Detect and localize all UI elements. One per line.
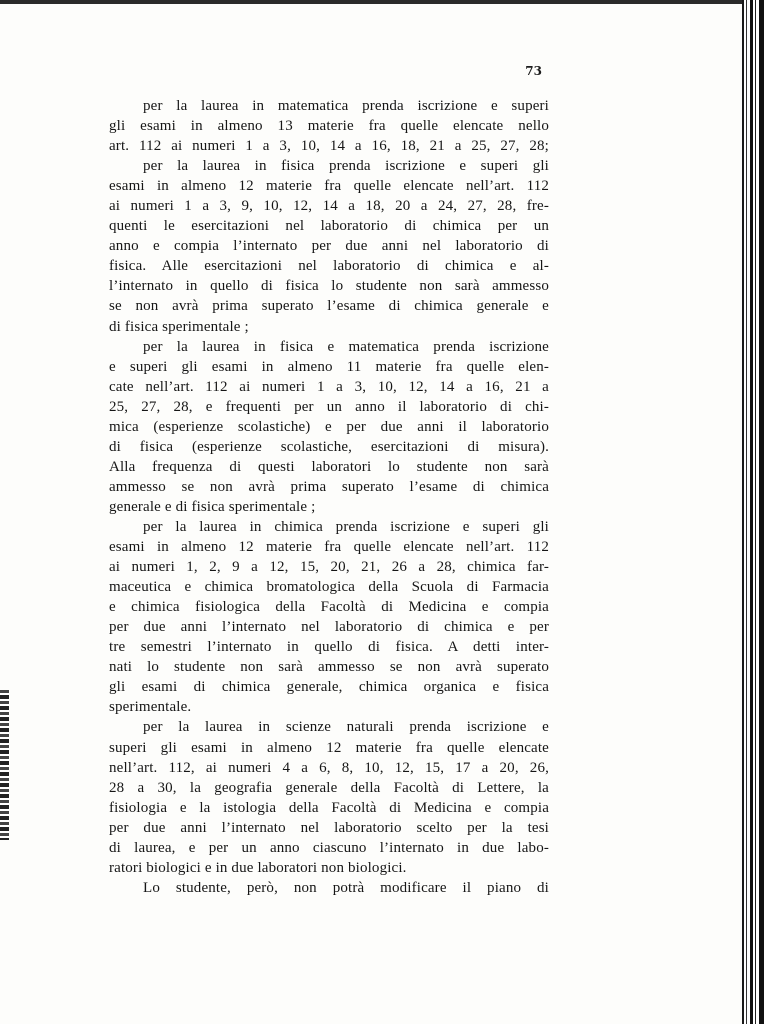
- text-line: 25, 27, 28, e frequenti per un anno il laboratorio di chi-: [109, 398, 549, 415]
- text-line: per due anni l’internato nel laboratorio scelto per la tesi: [109, 819, 549, 836]
- text-line: e superi gli esami in almeno 11 materie fra quelle elen-: [109, 358, 549, 375]
- page-number: 73: [525, 64, 542, 78]
- text-line: superi gli esami in almeno 12 materie fra quelle elencate: [109, 739, 549, 756]
- text-line: per la laurea in fisica e matematica prenda iscrizione: [143, 338, 549, 355]
- text-line: di fisica sperimentale ;: [109, 318, 249, 335]
- text-line: nell’art. 112, ai numeri 4 a 6, 8, 10, 12, 15, 17 a 20, 26,: [109, 759, 549, 776]
- binding-edge-left: [0, 690, 9, 840]
- text-line: sperimentale.: [109, 699, 192, 716]
- text-line: Alla frequenza di questi laboratori lo studente non sarà: [109, 458, 549, 475]
- text-line: gli esami in almeno 13 materie fra quelle elencate nello: [109, 118, 549, 135]
- text-line: 28 a 30, la geografia generale della Facoltà di Lettere, la: [109, 779, 549, 796]
- text-line: e chimica fisiologica della Facoltà di Medicina e compia: [109, 599, 549, 616]
- text-line: ammesso se non avrà prima superato l’esame di chimica: [109, 478, 549, 495]
- text-line: quenti le esercitazioni nel laboratorio di chimica per un: [109, 218, 549, 235]
- text-line: di laurea, e per un anno ciascuno l’internato in due labo-: [109, 839, 549, 856]
- text-line: maceutica e chimica bromatologica della Scuola di Farmacia: [109, 579, 549, 596]
- text-line: per la laurea in matematica prenda iscrizione e superi: [143, 98, 549, 114]
- text-line: art. 112 ai numeri 1 a 3, 10, 14 a 16, 18, 21 a 25, 27, 28;: [109, 138, 549, 155]
- text-line: per la laurea in scienze naturali prenda iscrizione e: [143, 719, 549, 736]
- text-line: ai numeri 1 a 3, 9, 10, 12, 14 a 18, 20 a 24, 27, 28, fre-: [109, 198, 549, 215]
- text-line: fisica. Alle esercitazioni nel laboratorio di chimica e al-: [109, 258, 549, 275]
- text-line: mica (esperienze scolastiche) e per due anni il laboratorio: [109, 418, 549, 435]
- text-line: anno e compia l’internato per due anni nel laboratorio di: [109, 238, 549, 255]
- top-edge-rule: [0, 0, 746, 4]
- text-line: ratori biologici e in due laboratori non biologici.: [109, 859, 407, 876]
- text-line: l’internato in quello di fisica lo studente non sarà ammesso: [109, 278, 549, 295]
- text-line: esami in almeno 12 materie fra quelle elencate nell’art. 112: [109, 178, 549, 195]
- text-line: tre semestri l’internato in quello di fisica. A detti inter-: [109, 639, 549, 656]
- text-line: per la laurea in fisica prenda iscrizione e superi gli: [143, 158, 549, 175]
- text-line: Lo studente, però, non potrà modificare il piano di: [143, 879, 549, 896]
- text-line: ai numeri 1, 2, 9 a 12, 15, 20, 21, 26 a 28, chimica far-: [109, 559, 549, 576]
- text-line: generale e di fisica sperimentale ;: [109, 498, 316, 515]
- text-line: fisiologia e la istologia della Facoltà di Medicina e compia: [109, 799, 549, 816]
- body-text: [109, 96, 549, 898]
- text-line: cate nell’art. 112 ai numeri 1 a 3, 10, 12, 14 a 16, 21 a: [109, 378, 549, 395]
- text-line: nati lo studente non sarà ammesso se non avrà superato: [109, 659, 549, 676]
- binding-edge-right: [742, 0, 764, 1024]
- text-line: per la laurea in chimica prenda iscrizione e superi gli: [143, 518, 549, 535]
- text-line: di fisica (esperienze scolastiche, esercitazioni di misura).: [109, 438, 549, 455]
- text-line: gli esami di chimica generale, chimica organica e fisica: [109, 679, 549, 696]
- text-line: per due anni l’internato nel laboratorio di chimica e per: [109, 619, 549, 636]
- text-line: se non avrà prima superato l’esame di chimica generale e: [109, 298, 549, 315]
- text-line: esami in almeno 12 materie fra quelle elencate nell’art. 112: [109, 539, 549, 556]
